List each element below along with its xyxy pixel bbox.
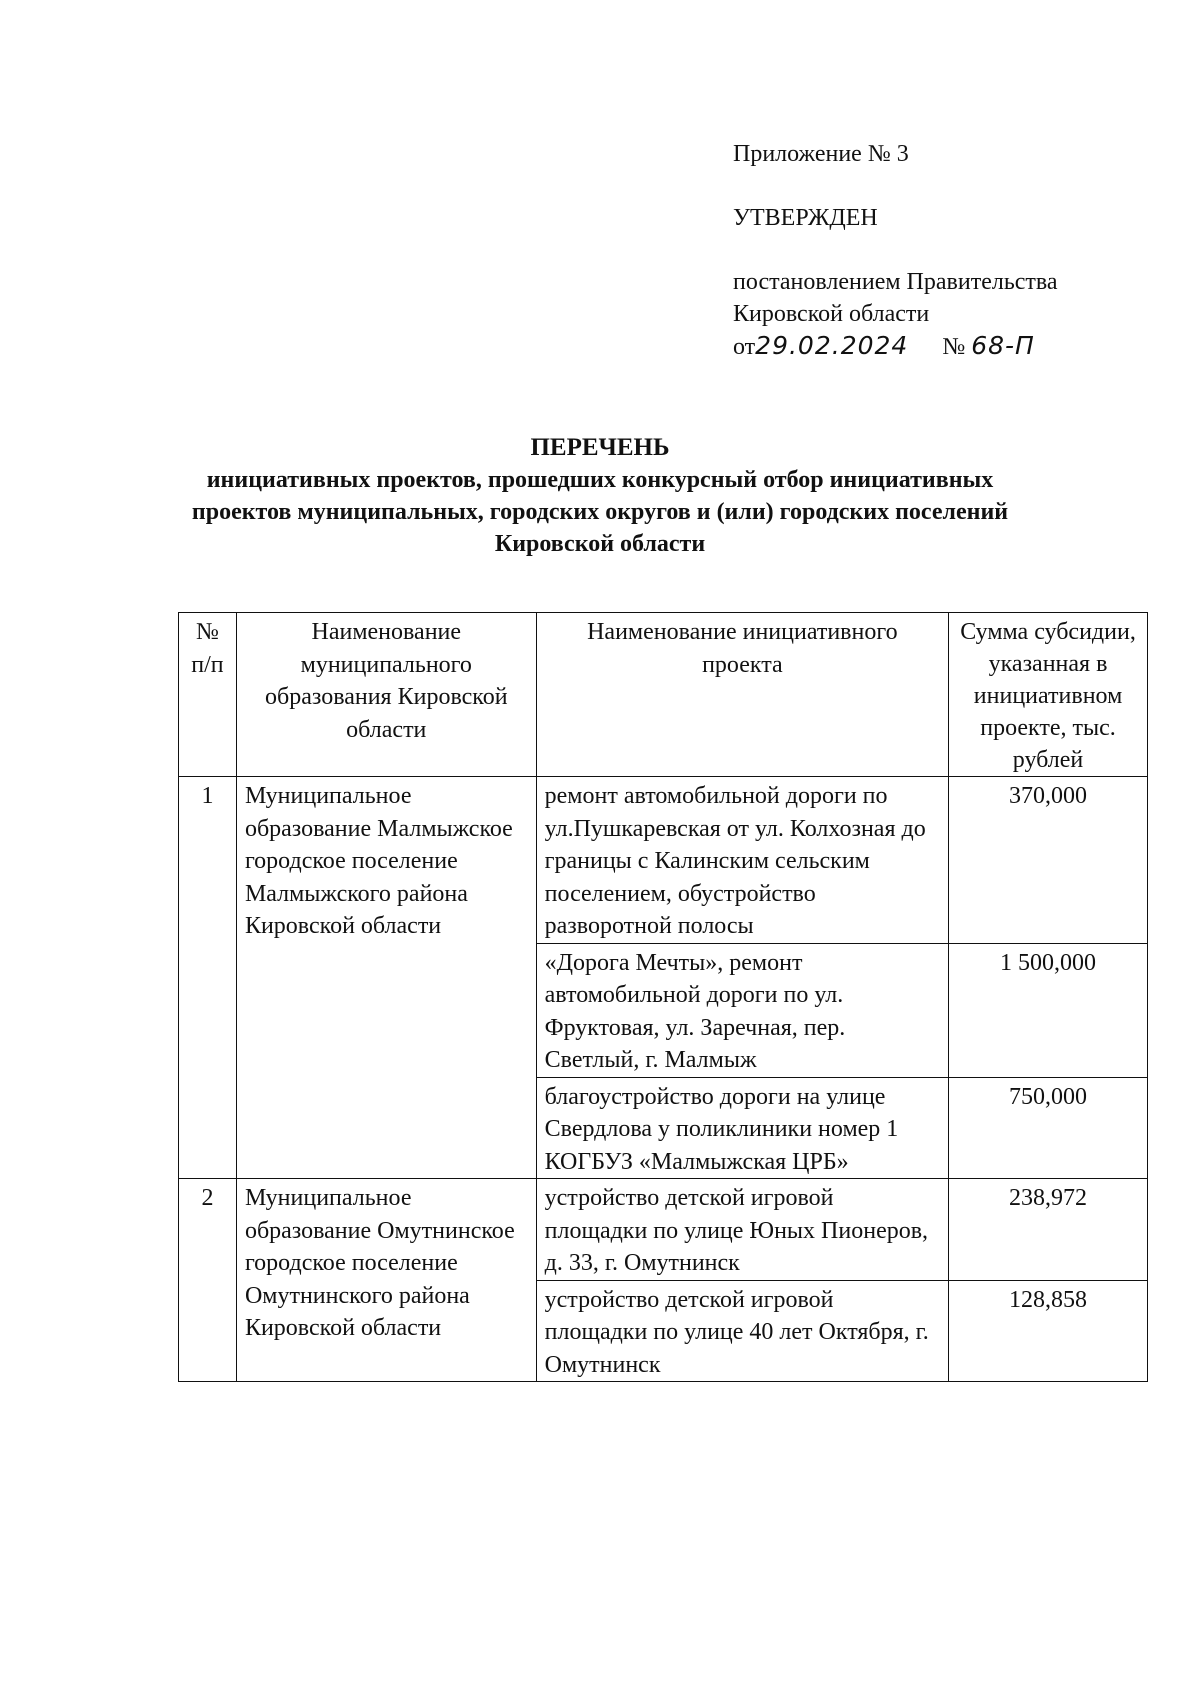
projects-table: [178, 612, 1148, 1382]
project-name: ремонт автомобильной дороги по ул.Пушкаревская от ул. Колхозная до границы с Калинским сельским поселением, обустройство разворотной полосы: [536, 777, 948, 944]
municipality-name: Муниципальное образование Омутнинское городское поселение Омутнинского района Кировской области: [236, 1179, 536, 1382]
table-row: [179, 1179, 1148, 1281]
table-header-row: [179, 613, 1148, 777]
subsidy-sum: 750,000: [949, 1077, 1148, 1179]
subsidy-sum: 370,000: [949, 777, 1148, 944]
project-name: устройство детской игровой площадки по улице Юных Пионеров, д. 33, г. Омутнинск: [536, 1179, 948, 1281]
date-prefix: от: [733, 334, 756, 360]
title-main: ПЕРЕЧЕНЬ: [530, 434, 670, 461]
decree-date-line: [733, 330, 1058, 362]
header-sum: Сумма субсидии, указанная в инициативном проекте, тыс. рублей: [949, 613, 1148, 777]
handwritten-number: 68-П: [971, 331, 1035, 360]
project-name: благоустройство дороги на улице Свердлова у поликлиники номер 1 КОГБУЗ «Малмыжская ЦРБ»: [536, 1077, 948, 1179]
appendix-label: Приложение № 3: [733, 141, 909, 167]
table-row: [179, 777, 1148, 944]
handwritten-date: 29.02.2024: [755, 331, 909, 360]
decree-line-2: Кировской области: [733, 301, 930, 327]
subsidy-sum: 128,858: [949, 1280, 1148, 1382]
decree-reference: [733, 266, 1058, 362]
project-name: «Дорога Мечты», ремонт автомобильной дороги по ул. Фруктовая, ул. Заречная, пер. Светлый, г. Малмыж: [536, 943, 948, 1077]
municipality-name: Муниципальное образование Малмыжское городское поселение Малмыжского района Кировской области: [236, 777, 536, 1179]
row-number: 2: [179, 1179, 237, 1382]
decree-line-1: постановлением Правительства: [733, 269, 1058, 295]
title-line-2: проектов муниципальных, городских округов и (или) городских поселений: [191, 499, 1009, 525]
title-line-3: Кировской области: [494, 531, 706, 557]
document-title: [150, 432, 1050, 560]
title-line-1: инициативных проектов, прошедших конкурсный отбор инициативных: [206, 467, 994, 493]
header-num: № п/п: [179, 613, 237, 777]
subsidy-sum: 1 500,000: [949, 943, 1148, 1077]
header-project: Наименование инициативного проекта: [536, 613, 948, 777]
row-number: 1: [179, 777, 237, 1179]
subsidy-sum: 238,972: [949, 1179, 1148, 1281]
approved-stamp-label: УТВЕРЖДЕН: [733, 205, 878, 231]
number-prefix: №: [942, 334, 966, 360]
header-municipality: Наименование муниципального образования Кировской области: [236, 613, 536, 777]
project-name: устройство детской игровой площадки по улице 40 лет Октября, г. Омутнинск: [536, 1280, 948, 1382]
